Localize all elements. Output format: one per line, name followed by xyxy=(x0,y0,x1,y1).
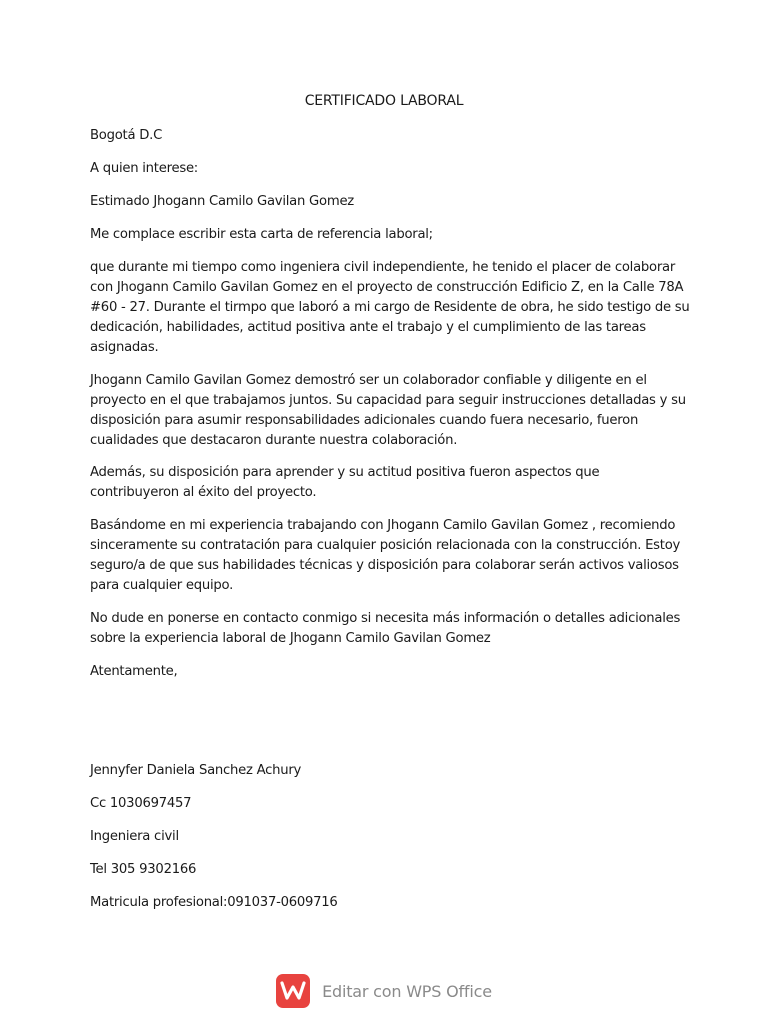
paragraph-5: No dude en ponerse en contacto conmigo si necesita más información o detalles adicionales sobre la experiencia laboral de Jhogann Camilo Gavilan Gomez xyxy=(90,611,681,646)
city-line: Bogotá D.C xyxy=(90,128,163,143)
signature-phone: Tel 305 9302166 xyxy=(90,862,197,877)
wps-edit-link[interactable]: Editar con WPS Office xyxy=(322,981,492,1001)
paragraph-2: Jhogann Camilo Gavilan Gomez demostró ser un colaborador confiable y diligente en el proyecto en el que trabajamos juntos. Su capacidad para seguir instrucciones detalladas y su disposición para asumir responsabilidades adicionales cuando fuera necesario, fueron cualidades que destacaron durante nuestra colaboración. xyxy=(90,373,686,448)
intro-line: Me complace escribir esta carta de referencia laboral; xyxy=(90,227,433,242)
signature-name: Jennyfer Daniela Sanchez Achury xyxy=(90,763,302,778)
signature-license: Matricula profesional:091037-0609716 xyxy=(90,895,338,910)
greeting-line: A quien interese: xyxy=(90,161,198,176)
paragraph-1: que durante mi tiempo como ingeniera civil independiente, he tenido el placer de colaborar con Jhogann Camilo Gavilan Gomez en el proyecto de construcción Edificio Z, en la Calle 78A #60 - 27. Durante el tirmpo que laboró a mi cargo de Residente de obra, he sido testigo de su dedicación, habilidades, actitud positiva ante el trabajo y el cumplimiento de las tareas asignadas. xyxy=(90,260,690,355)
document-title: CERTIFICADO LABORAL xyxy=(304,93,464,109)
wps-logo-icon[interactable] xyxy=(276,974,310,1008)
paragraph-3: Además, su disposición para aprender y su actitud positiva fueron aspectos que contribuyeron al éxito del proyecto. xyxy=(90,465,600,500)
signature-role: Ingeniera civil xyxy=(90,829,179,844)
closing-line: Atentamente, xyxy=(90,664,178,679)
signature-id: Cc 1030697457 xyxy=(90,796,192,811)
salutation-line: Estimado Jhogann Camilo Gavilan Gomez xyxy=(90,194,354,209)
paragraph-4: Basándome en mi experiencia trabajando con Jhogann Camilo Gavilan Gomez , recomiendo sinceramente su contratación para cualquier posición relacionada con la construcción. Estoy seguro/a de que sus habilidades técnicas y disposición para colaborar serán activos valiosos para cualquier equipo. xyxy=(90,518,681,593)
wps-edit-banner[interactable] xyxy=(0,972,768,1010)
